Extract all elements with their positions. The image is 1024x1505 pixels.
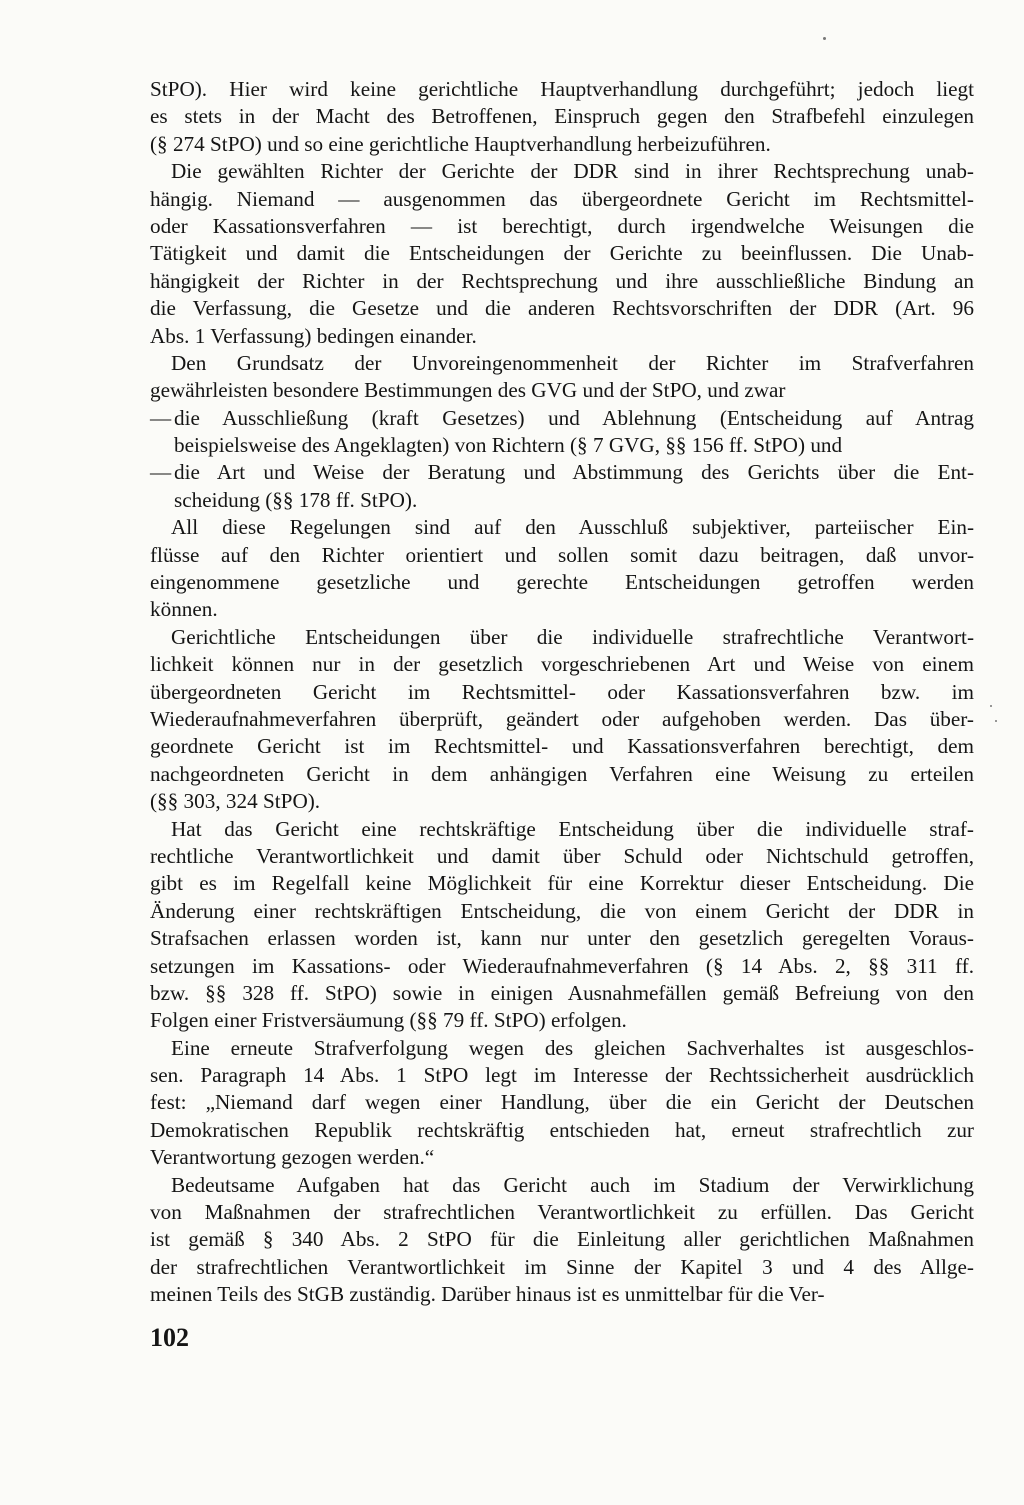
line-text: gibt es im Regelfall keine Möglichkeit für eine Korrektur dieser Entscheidung. Die [150, 871, 974, 896]
text-line [150, 377, 974, 404]
text-line [150, 870, 974, 897]
scan-speck [990, 705, 992, 707]
text-line [150, 405, 974, 432]
list-item [150, 459, 974, 514]
text-line [150, 596, 974, 623]
paragraph [150, 816, 974, 1035]
line-text: geordnete Gericht ist im Rechtsmittel- und Kassationsverfahren berechtigt, dem [150, 734, 974, 759]
line-text: lichkeit können nur in der gesetzlich vorgeschriebenen Art und Weise von einem [150, 652, 974, 677]
text-line [150, 1035, 974, 1062]
text-line [150, 679, 974, 706]
line-text: sen. Paragraph 14 Abs. 1 StPO legt im Interesse der Rechtssicherheit ausdrücklich [150, 1063, 974, 1088]
line-text: Strafsachen erlassen worden ist, kann nur unter den gesetzlich geregelten Voraus- [150, 926, 974, 951]
text-line [150, 1226, 974, 1253]
text-line [150, 1172, 974, 1199]
text-line [150, 925, 974, 952]
line-text: Den Grundsatz der Unvoreingenommenheit der Richter im Strafverfahren [171, 350, 974, 375]
text-line [150, 459, 974, 486]
line-text: rechtliche Verantwortlichkeit und damit über Schuld oder Nichtschuld getroffen, [150, 843, 974, 868]
line-text: können. [150, 597, 218, 622]
line-text: Die gewählten Richter der Gerichte der DDR sind in ihrer Rechtsprechung unab- [171, 159, 974, 184]
text-line [150, 788, 974, 815]
paragraph [150, 514, 974, 624]
text-line [150, 843, 974, 870]
line-text: Tätigkeit und damit die Entscheidungen der Gerichte zu beeinflussen. Die Unab- [150, 241, 974, 266]
text-line [150, 651, 974, 678]
text-line [150, 432, 974, 459]
text-line [150, 295, 974, 322]
text-line [150, 761, 974, 788]
line-text: die Verfassung, die Gesetze und die anderen Rechtsvorschriften der DDR (Art. 96 [150, 296, 974, 321]
line-text: es stets in der Macht des Betroffenen, Einspruch gegen den Strafbefehl einzulegen [150, 104, 974, 129]
text-line [150, 542, 974, 569]
line-text: eingenommene gesetzliche und gerechte Entscheidungen getroffen werden [150, 570, 974, 595]
text-line [150, 980, 974, 1007]
line-text: StPO). Hier wird keine gerichtliche Hauptverhandlung durchgeführt; jedoch liegt [150, 77, 974, 101]
line-text: bzw. §§ 328 ff. StPO) sowie in einigen Ausnahmefällen gemäß Befreiung von den [150, 980, 974, 1005]
text-line [150, 1281, 974, 1308]
line-text: von Maßnahmen der strafrechtlichen Verantwortlichkeit zu erfüllen. Das Gericht [150, 1200, 974, 1225]
text-line [150, 350, 974, 377]
text-line [150, 268, 974, 295]
text-line [150, 131, 974, 158]
text-line [150, 103, 974, 130]
line-text: Hat das Gericht eine rechtskräftige Entscheidung über die individuelle straf- [171, 816, 974, 841]
line-text: ist gemäß § 340 Abs. 2 StPO für die Einleitung aller gerichtlichen Maßnahmen [150, 1227, 974, 1252]
text-line [150, 1199, 974, 1226]
list-item [150, 405, 974, 460]
text-line [150, 733, 974, 760]
line-text: gewährleisten besondere Bestimmungen des GVG und der StPO, und zwar [150, 378, 786, 403]
line-text: oder Kassationsverfahren — ist berechtigt, durch irgendwelche Weisungen die [150, 213, 974, 238]
line-text: nachgeordneten Gericht in dem anhängigen Verfahren eine Weisung zu erteilen [150, 761, 974, 786]
line-text: flüsse auf den Richter orientiert und sollen somit dazu beitragen, daß unvor- [150, 542, 974, 567]
line-text: Gerichtliche Entscheidungen über die individuelle strafrechtliche Verantwort- [171, 624, 974, 649]
line-text: die Art und Weise der Beratung und Abstimmung des Gerichts über die Ent- [174, 460, 974, 485]
line-text: fest: „Niemand darf wegen einer Handlung, über die ein Gericht der Deutschen [150, 1090, 974, 1115]
line-text: beispielsweise des Angeklagten) von Richtern (§ 7 GVG, §§ 156 ff. StPO) und [174, 433, 843, 458]
text-line [150, 213, 974, 240]
text-line [150, 1144, 974, 1171]
line-text: Abs. 1 Verfassung) bedingen einander. [150, 323, 477, 348]
text-line [150, 323, 974, 350]
page-number: 102 [150, 1323, 189, 1352]
text-line [150, 816, 974, 843]
line-text: meinen Teils des StGB zuständig. Darüber hinaus ist es unmittelbar für die Ver- [150, 1282, 825, 1307]
line-text: Folgen einer Fristversäumung (§§ 79 ff. StPO) erfolgen. [150, 1008, 627, 1033]
text-line [150, 1089, 974, 1116]
scan-speck [995, 720, 997, 722]
text-line [150, 953, 974, 980]
line-text: Wiederaufnahmeverfahren überprüft, geändert oder aufgehoben werden. Das über- [150, 706, 974, 731]
text-line [150, 1007, 974, 1034]
text-line [150, 186, 974, 213]
paragraph [150, 624, 974, 816]
line-text: Änderung einer rechtskräftigen Entscheidung, die von einem Gericht der DDR in [150, 898, 974, 923]
paragraph [150, 350, 974, 405]
line-text: die Ausschließung (kraft Gesetzes) und Ablehnung (Entscheidung auf Antrag [174, 405, 974, 430]
text-line [150, 1062, 974, 1089]
list-dash: — [150, 405, 172, 430]
line-text: Bedeutsame Aufgaben hat das Gericht auch im Stadium der Verwirklichung [171, 1172, 974, 1197]
line-text: (§ 274 StPO) und so eine gerichtliche Hauptverhandlung herbeizuführen. [150, 131, 771, 156]
scan-speck [823, 37, 826, 40]
text-line [150, 1117, 974, 1144]
text-line [150, 487, 974, 514]
text-line [150, 158, 974, 185]
page-body [150, 76, 974, 1309]
text-line [150, 624, 974, 651]
line-text: All diese Regelungen sind auf den Ausschluß subjektiver, parteiischer Ein- [171, 515, 974, 540]
text-line [150, 1254, 974, 1281]
paragraph [150, 76, 974, 158]
text-line [150, 76, 974, 103]
paragraph [150, 1172, 974, 1309]
line-text: setzungen im Kassations- oder Wiederaufnahmeverfahren (§ 14 Abs. 2, §§ 311 ff. [150, 953, 974, 978]
text-line [150, 706, 974, 733]
line-text: übergeordneten Gericht im Rechtsmittel- oder Kassationsverfahren bzw. im [150, 679, 974, 704]
line-text: Verantwortung gezogen werden.“ [150, 1145, 435, 1170]
text-line [150, 240, 974, 267]
line-text: hängigkeit der Richter in der Rechtsprechung und ihre ausschließliche Bindung an [150, 268, 974, 293]
paragraph [150, 1035, 974, 1172]
line-text: (§§ 303, 324 StPO). [150, 789, 321, 814]
text-line [150, 569, 974, 596]
paragraph [150, 158, 974, 350]
line-text: scheidung (§§ 178 ff. StPO). [174, 487, 418, 512]
line-text: hängig. Niemand — ausgenommen das übergeordnete Gericht im Rechtsmittel- [150, 186, 974, 211]
line-text: der strafrechtlichen Verantwortlichkeit im Sinne der Kapitel 3 und 4 des Allge- [150, 1254, 974, 1279]
list-dash: — [150, 460, 172, 485]
text-line [150, 514, 974, 541]
text-line [150, 898, 974, 925]
line-text: Eine erneute Strafverfolgung wegen des gleichen Sachverhaltes ist ausgeschlos- [171, 1035, 974, 1060]
line-text: Demokratischen Republik rechtskräftig entschieden hat, erneut strafrechtlich zur [150, 1117, 974, 1142]
